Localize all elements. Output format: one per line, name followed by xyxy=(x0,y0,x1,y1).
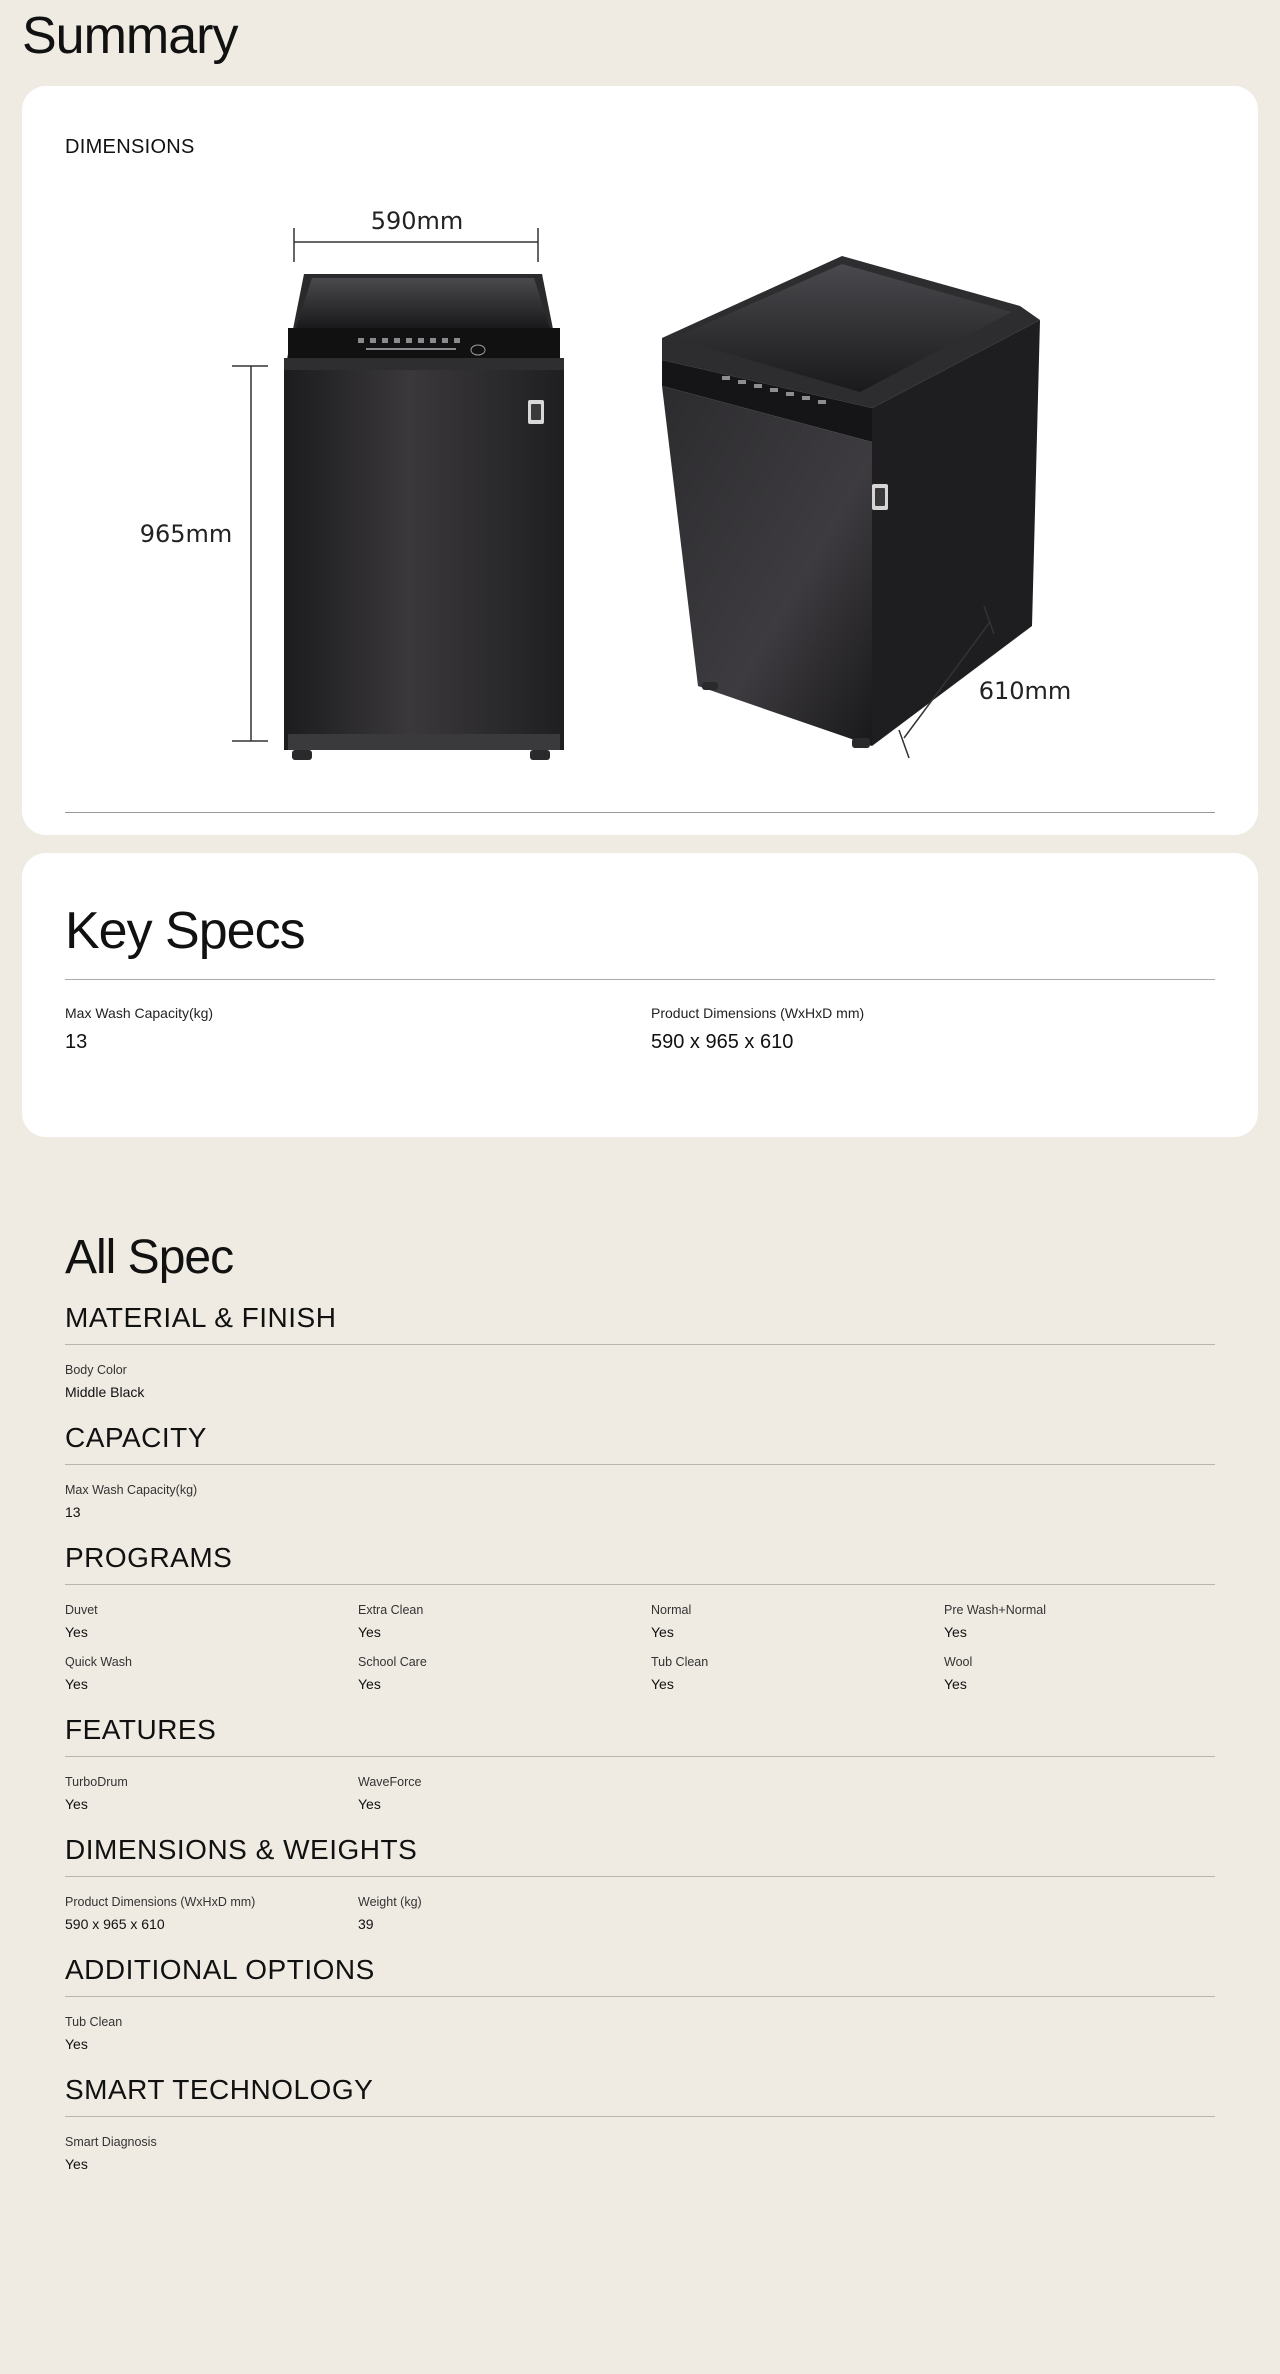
spec-item xyxy=(358,1894,651,1932)
height-dimension-line xyxy=(232,366,268,741)
spec-section-title: ADDITIONAL OPTIONS xyxy=(65,1950,1215,1997)
key-spec-value: 590 x 965 x 610 xyxy=(651,1031,794,1053)
spec-section-title: FEATURES xyxy=(65,1710,1215,1757)
key-spec-item xyxy=(651,1005,864,1054)
spec-label: Wool xyxy=(944,1655,973,1669)
spec-section xyxy=(65,1418,1215,1520)
spec-grid xyxy=(65,2117,1215,2172)
spec-value: Yes xyxy=(944,1676,967,1692)
spec-item xyxy=(65,1654,358,1692)
spec-section-title: MATERIAL & FINISH xyxy=(65,1298,1215,1345)
spec-value: Yes xyxy=(65,2036,88,2052)
spec-section-title: DIMENSIONS & WEIGHTS xyxy=(65,1830,1215,1877)
spec-item xyxy=(65,1482,358,1520)
spec-section xyxy=(65,2070,1215,2172)
spec-label: TurboDrum xyxy=(65,1775,128,1789)
key-specs-divider xyxy=(65,979,1215,980)
spec-item xyxy=(358,1654,651,1692)
spec-grid xyxy=(65,1877,1215,1932)
dimensions-illustration xyxy=(22,86,1258,835)
spec-item xyxy=(651,1602,944,1640)
spec-value: Yes xyxy=(358,1796,381,1812)
dimensions-divider xyxy=(65,812,1215,813)
spec-section xyxy=(65,1950,1215,2052)
spec-section-title: SMART TECHNOLOGY xyxy=(65,2070,1215,2117)
spec-value: Yes xyxy=(651,1676,674,1692)
spec-label: Tub Clean xyxy=(651,1655,709,1669)
key-spec-item xyxy=(65,1005,213,1054)
washer-front-image xyxy=(284,274,564,760)
spec-item xyxy=(65,2134,358,2172)
spec-section xyxy=(65,1538,1215,1692)
key-spec-label: Max Wash Capacity(kg) xyxy=(65,1005,214,1021)
spec-value: Yes xyxy=(651,1624,674,1640)
spec-value: Yes xyxy=(65,1796,88,1812)
spec-item xyxy=(358,1602,651,1640)
key-spec-label: Product Dimensions (WxHxD mm) xyxy=(651,1005,865,1021)
spec-label: Duvet xyxy=(65,1603,98,1617)
page-title: Summary xyxy=(22,7,238,65)
spec-item xyxy=(65,1894,358,1932)
spec-label: Max Wash Capacity(kg) xyxy=(65,1483,198,1497)
spec-value: Yes xyxy=(944,1624,967,1640)
washer-angled-image xyxy=(662,256,1040,748)
spec-item xyxy=(65,1362,358,1400)
spec-label: Product Dimensions (WxHxD mm) xyxy=(65,1895,256,1909)
spec-item xyxy=(65,1774,358,1812)
spec-label: School Care xyxy=(358,1655,427,1669)
spec-value: Yes xyxy=(358,1624,381,1640)
spec-label: Smart Diagnosis xyxy=(65,2135,157,2149)
key-spec-value: 13 xyxy=(65,1031,88,1053)
spec-grid xyxy=(65,1997,1215,2052)
spec-grid xyxy=(65,1585,1215,1692)
spec-label: Body Color xyxy=(65,1363,127,1377)
spec-value: Yes xyxy=(65,1624,88,1640)
spec-section-title: PROGRAMS xyxy=(65,1538,1215,1585)
spec-item xyxy=(358,1774,651,1812)
spec-section xyxy=(65,1830,1215,1932)
spec-grid xyxy=(65,1345,1215,1400)
key-specs-card xyxy=(22,853,1258,1137)
spec-item xyxy=(944,1602,1237,1640)
spec-label: Extra Clean xyxy=(358,1603,424,1617)
spec-value: Yes xyxy=(65,2156,88,2172)
spec-section xyxy=(65,1298,1215,1400)
spec-value: Yes xyxy=(65,1676,88,1692)
key-specs-title: Key Specs xyxy=(65,902,305,960)
spec-value: 590 x 965 x 610 xyxy=(65,1916,165,1932)
spec-grid xyxy=(65,1465,1215,1520)
spec-value: 39 xyxy=(358,1916,374,1932)
spec-item xyxy=(944,1654,1237,1692)
spec-label: Weight (kg) xyxy=(358,1895,422,1909)
height-label: 965mm xyxy=(139,520,233,548)
depth-label: 610mm xyxy=(978,677,1072,705)
spec-grid xyxy=(65,1757,1215,1812)
spec-item xyxy=(65,2014,358,2052)
spec-value: Middle Black xyxy=(65,1384,145,1400)
dimensions-label: DIMENSIONS xyxy=(65,136,195,158)
spec-item xyxy=(651,1654,944,1692)
spec-section-title: CAPACITY xyxy=(65,1418,1215,1465)
spec-label: WaveForce xyxy=(358,1775,422,1789)
spec-value: Yes xyxy=(358,1676,381,1692)
spec-section xyxy=(65,1710,1215,1812)
all-spec-title: All Spec xyxy=(65,1231,234,1284)
spec-label: Pre Wash+Normal xyxy=(944,1603,1046,1617)
spec-label: Quick Wash xyxy=(65,1655,132,1669)
all-spec-section xyxy=(65,1228,1215,2172)
dimensions-card xyxy=(22,86,1258,835)
spec-sections xyxy=(65,1298,1215,2172)
width-label: 590mm xyxy=(370,207,464,235)
spec-item xyxy=(65,1602,358,1640)
spec-label: Normal xyxy=(651,1603,692,1617)
spec-label: Tub Clean xyxy=(65,2015,123,2029)
spec-value: 13 xyxy=(65,1504,81,1520)
